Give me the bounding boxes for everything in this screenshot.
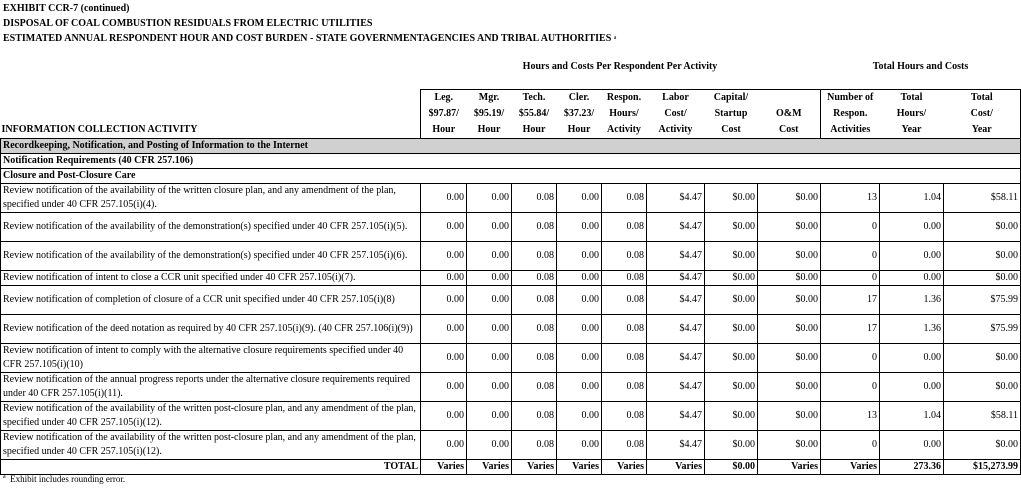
value-cell: $0.00 <box>705 373 758 402</box>
value-cell: $0.00 <box>705 242 758 271</box>
value-cell: $58.11 <box>944 402 1021 431</box>
value-cell: 0.08 <box>602 373 647 402</box>
table-row <box>1 213 1021 242</box>
col-header: $97.87/ <box>421 106 467 122</box>
activity-cell: Review notification of the annual progress reports under the alternative closure requirements required under 40 CFR 257.105(i)(11). <box>1 373 421 402</box>
value-cell: 0.00 <box>880 344 944 373</box>
value-cell: 0.08 <box>602 344 647 373</box>
total-value-cell: Varies <box>602 460 647 475</box>
value-cell: 0.00 <box>557 373 602 402</box>
total-value-cell: Varies <box>467 460 512 475</box>
table-header <box>1 90 1021 139</box>
footnote <box>3 474 125 484</box>
value-cell: $0.00 <box>758 184 821 213</box>
value-cell: $0.00 <box>705 344 758 373</box>
value-cell: 0.08 <box>602 242 647 271</box>
value-cell: $0.00 <box>758 242 821 271</box>
value-cell: $4.47 <box>647 402 705 431</box>
value-cell: $0.00 <box>758 431 821 460</box>
value-cell: $0.00 <box>705 315 758 344</box>
exhibit-title: EXHIBIT CCR-7 (continued) <box>3 3 130 14</box>
section-label: Notification Requirements (40 CFR 257.106) <box>1 154 1021 169</box>
exhibit-subtitle: DISPOSAL OF COAL COMBUSTION RESIDUALS FROM ELECTRIC UTILITIES <box>3 18 373 29</box>
total-value-cell: $0.00 <box>705 460 758 475</box>
col-header: Number of <box>821 90 880 107</box>
value-cell: $58.11 <box>944 184 1021 213</box>
activity-cell: Review notification of the availability of the written post-closure plan, and any amendment of the plan, specified under 40 CFR 257.105(i)(12). <box>1 402 421 431</box>
value-cell: $0.00 <box>758 213 821 242</box>
value-cell: 0.00 <box>467 271 512 286</box>
col-header: $55.84/ <box>518 108 550 119</box>
value-cell: 0.08 <box>602 213 647 242</box>
value-cell: $4.47 <box>647 431 705 460</box>
value-cell: 1.36 <box>880 315 944 344</box>
value-cell: $0.00 <box>944 431 1021 460</box>
activity-cell: Review notification of the availability of the demonstration(s) specified under 40 CFR 257.105(i)(5). <box>1 213 421 242</box>
total-row <box>1 460 1021 475</box>
col-header: Hour <box>567 124 591 135</box>
col-header: Year <box>901 124 922 135</box>
value-cell: 0.08 <box>512 286 557 315</box>
value-cell: 0.00 <box>557 402 602 431</box>
col-header: Hour <box>421 122 467 139</box>
col-header: Activity <box>658 124 693 135</box>
value-cell: 0.00 <box>557 431 602 460</box>
table-row <box>1 373 1021 402</box>
value-cell: 0.00 <box>421 286 467 315</box>
col-header: Total <box>880 90 944 107</box>
value-cell: 0 <box>821 344 880 373</box>
value-cell: 0.08 <box>512 344 557 373</box>
value-cell: $0.00 <box>705 402 758 431</box>
col-header: Hours/ <box>609 108 639 119</box>
activity-cell: Review notification of the deed notation as required by 40 CFR 257.105(i)(9). (40 CFR 257.106(i)(9)) <box>1 315 421 344</box>
value-cell: $0.00 <box>705 213 758 242</box>
section-label: Recordkeeping, Notification, and Posting of Information to the Internet <box>1 139 1021 154</box>
value-cell: 0.00 <box>557 213 602 242</box>
value-cell: 0.00 <box>421 431 467 460</box>
value-cell: 0.00 <box>880 431 944 460</box>
value-cell: 0.00 <box>467 242 512 271</box>
total-value-cell: Varies <box>758 460 821 475</box>
value-cell: $4.47 <box>647 373 705 402</box>
col-header: Tech. <box>512 90 557 107</box>
value-cell: 0.00 <box>467 373 512 402</box>
value-cell: $4.47 <box>647 315 705 344</box>
value-cell: $0.00 <box>944 213 1021 242</box>
value-cell: 0.00 <box>421 271 467 286</box>
exhibit-description: ESTIMATED ANNUAL RESPONDENT HOUR AND COST BURDEN - STATE GOVERNMENTAGENCIES AND TRIBAL AUTHORITIES $^a$ <box>3 33 617 44</box>
value-cell: 0.08 <box>602 402 647 431</box>
total-value-cell: Varies <box>512 460 557 475</box>
value-cell: $4.47 <box>647 184 705 213</box>
value-cell: $0.00 <box>758 373 821 402</box>
value-cell: 0.00 <box>880 373 944 402</box>
value-cell: 0.00 <box>421 315 467 344</box>
value-cell: 0.00 <box>557 344 602 373</box>
section-row <box>1 154 1021 169</box>
table-body <box>1 139 1021 475</box>
table-row <box>1 184 1021 213</box>
activity-cell: Review notification of the availability of the demonstration(s) specified under 40 CFR 257.105(i)(6). <box>1 242 421 271</box>
value-cell: 0.00 <box>467 286 512 315</box>
value-cell: $4.47 <box>647 344 705 373</box>
total-value-cell: Varies <box>821 460 880 475</box>
col-header: Cost <box>721 124 741 135</box>
table-row <box>1 402 1021 431</box>
value-cell: 0.08 <box>602 315 647 344</box>
value-cell: 0.00 <box>557 242 602 271</box>
value-cell: 0.00 <box>421 402 467 431</box>
col-header: Mgr. <box>467 90 512 107</box>
footnote-marker: a <box>613 35 617 41</box>
value-cell: $0.00 <box>944 373 1021 402</box>
col-header: Capital/ <box>705 90 758 107</box>
activity-cell: Review notification of the availability of the written post-closure plan, and any amendment of the plan, specified under 40 CFR 257.105(i)(12). <box>1 431 421 460</box>
value-cell: 0.00 <box>467 184 512 213</box>
value-cell: $0.00 <box>758 271 821 286</box>
value-cell: 0.00 <box>880 271 944 286</box>
value-cell: 0.00 <box>467 402 512 431</box>
value-cell: 0.08 <box>512 431 557 460</box>
value-cell: 0.00 <box>421 344 467 373</box>
col-header: Hour <box>522 124 546 135</box>
col-header: Total <box>944 90 1021 107</box>
value-cell: $4.47 <box>647 271 705 286</box>
col-header: Respon. <box>602 90 647 107</box>
col-header: Activity <box>607 124 641 135</box>
group-header-totals: Total Hours and Costs <box>872 61 969 72</box>
value-cell: 0 <box>821 213 880 242</box>
value-cell: 13 <box>821 184 880 213</box>
value-cell: $0.00 <box>758 402 821 431</box>
col-header: Activities <box>821 122 880 139</box>
total-value-cell: 273.36 <box>880 460 944 475</box>
activity-cell: Review notification of intent to comply with the alternative closure requirements specified under 40 CFR 257.105(i)(10) <box>1 344 421 373</box>
value-cell: 0.08 <box>602 286 647 315</box>
value-cell: $4.47 <box>647 242 705 271</box>
value-cell: 0.08 <box>512 271 557 286</box>
value-cell: $4.47 <box>647 286 705 315</box>
col-header: Respon. <box>821 106 880 122</box>
total-label: TOTAL <box>1 460 421 475</box>
value-cell: $0.00 <box>758 344 821 373</box>
value-cell: $0.00 <box>944 271 1021 286</box>
table-row <box>1 431 1021 460</box>
value-cell: 13 <box>821 402 880 431</box>
col-header: Labor <box>647 90 705 107</box>
value-cell: 0.08 <box>512 402 557 431</box>
value-cell: 0 <box>821 431 880 460</box>
value-cell: 1.36 <box>880 286 944 315</box>
table-row <box>1 315 1021 344</box>
table-row <box>1 271 1021 286</box>
value-cell: 17 <box>821 286 880 315</box>
footnote-marker: a <box>3 474 6 480</box>
activity-cell: Review notification of completion of closure of a CCR unit specified under 40 CFR 257.105(i)(8) <box>1 286 421 315</box>
activity-cell: Review notification of the availability of the written closure plan, and any amendment of the plan, specified under 40 CFR 257.105(i)(4). <box>1 184 421 213</box>
value-cell: 0.00 <box>467 344 512 373</box>
footnote-text: Exhibit includes rounding error. <box>10 474 126 484</box>
value-cell: 0.00 <box>421 184 467 213</box>
table-row <box>1 286 1021 315</box>
col-header <box>758 90 821 107</box>
value-cell: 0.08 <box>602 431 647 460</box>
exhibit-titles <box>3 1 616 46</box>
table-row <box>1 344 1021 373</box>
value-cell: 0.00 <box>421 213 467 242</box>
value-cell: 0.00 <box>557 315 602 344</box>
total-value-cell: $15,273.99 <box>944 460 1021 475</box>
value-cell: 0.00 <box>421 373 467 402</box>
value-cell: 0.08 <box>512 315 557 344</box>
value-cell: 0.08 <box>602 184 647 213</box>
value-cell: 0.00 <box>467 431 512 460</box>
value-cell: $4.47 <box>647 213 705 242</box>
total-value-cell: Varies <box>421 460 467 475</box>
value-cell: 0 <box>821 242 880 271</box>
value-cell: 0.00 <box>557 271 602 286</box>
col-header: $37.23/ <box>563 108 595 119</box>
value-cell: $0.00 <box>705 184 758 213</box>
col-header: Hours/ <box>896 108 927 119</box>
value-cell: $0.00 <box>705 286 758 315</box>
value-cell: 0.00 <box>467 213 512 242</box>
col-header: Leg. <box>421 90 467 107</box>
value-cell: 0.08 <box>512 242 557 271</box>
col-header: Cost/ <box>944 106 1021 122</box>
total-value-cell: Varies <box>557 460 602 475</box>
value-cell: $0.00 <box>758 286 821 315</box>
value-cell: 0.00 <box>467 315 512 344</box>
value-cell: 0.00 <box>557 184 602 213</box>
value-cell: $0.00 <box>705 271 758 286</box>
value-cell: 0.00 <box>421 242 467 271</box>
section-label: Closure and Post-Closure Care <box>1 169 1021 184</box>
value-cell: 1.04 <box>880 402 944 431</box>
section-row <box>1 139 1021 154</box>
value-cell: 0.08 <box>602 271 647 286</box>
group-header-per-respondent: Hours and Costs Per Respondent Per Activity <box>522 61 718 72</box>
section-row <box>1 169 1021 184</box>
table-row <box>1 242 1021 271</box>
value-cell: $75.99 <box>944 315 1021 344</box>
value-cell: 0.00 <box>880 242 944 271</box>
activity-cell: Review notification of intent to close a CCR unit specified under 40 CFR 257.105(i)(7). <box>1 271 421 286</box>
value-cell: 0 <box>821 271 880 286</box>
col-header: O&M <box>775 108 802 119</box>
value-cell: 1.04 <box>880 184 944 213</box>
value-cell: 17 <box>821 315 880 344</box>
value-cell: 0.00 <box>880 213 944 242</box>
value-cell: $75.99 <box>944 286 1021 315</box>
value-cell: 0 <box>821 373 880 402</box>
col-header: Hour <box>477 124 501 135</box>
col-header: Cost/ <box>664 108 687 119</box>
value-cell: $0.00 <box>705 431 758 460</box>
value-cell: 0.08 <box>512 184 557 213</box>
value-cell: $0.00 <box>758 315 821 344</box>
value-cell: $0.00 <box>944 344 1021 373</box>
col-header: Cler. <box>557 90 602 107</box>
col-header: Year <box>944 122 1021 139</box>
activity-column-header: INFORMATION COLLECTION ACTIVITY <box>1 124 198 135</box>
value-cell: 0.00 <box>557 286 602 315</box>
burden-table <box>0 89 1021 475</box>
value-cell: 0.08 <box>512 373 557 402</box>
value-cell: $0.00 <box>944 242 1021 271</box>
col-header: $95.19/ <box>473 108 505 119</box>
total-value-cell: Varies <box>647 460 705 475</box>
col-header: Cost <box>779 124 799 135</box>
value-cell: 0.08 <box>512 213 557 242</box>
col-header: Startup <box>714 108 748 119</box>
